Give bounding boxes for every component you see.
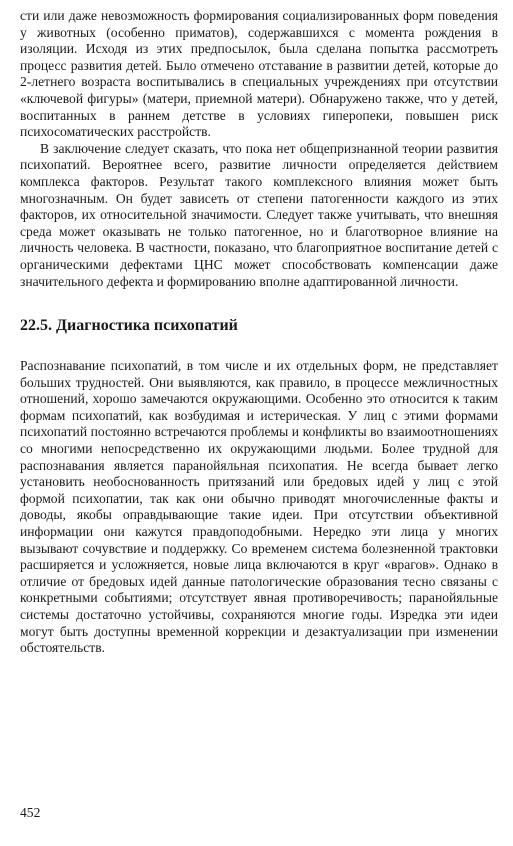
paragraph-conclusion: В заключение следует сказать, что пока нет общепризнанной теории развития психопатий. Вероятнее всего, развитие личности определяется действием комплекса факторов. Результат такого комплексного влияния может быть многозначным. Он будет зависеть от степени патогенности каждого из этих факторов, их относительной значимости. Следует также учитывать, что внешняя среда может оказывать не только патогенное, но и благотворное влияние на личность человека. В частности, показано, что благоприятное воспитание детей с органическими дефектами ЦНС может способствовать компенсации даже значительного дефекта и формированию вполне адаптированной личности. (20, 140, 498, 289)
section-heading: 22.5. Диагностика психопатий (20, 317, 238, 335)
paragraph-continuation: сти или даже невозможность формирования социализированных форм поведения у животных (особенно приматов), содержавшихся с момента рождения в изоляции. Исходя из этих предпосылок, была сделана попытка рассмотреть процесс развития детей. Было отмечено отставание в развитии детей, которые до 2-летнего возраста воспитывались в специальных учреждениях при отсутствии «ключевой фигуры» (матери, приемной матери). Обнаружено также, что у детей, воспитанных в раннем детстве в условиях гиперопеки, повышен риск психосоматических расстройств. (20, 8, 498, 140)
page-body (20, 8, 498, 657)
paragraph-diagnostics: Распознавание психопатий, в том числе и их отдельных форм, не представляет больших трудностей. Они выявляются, как правило, в процессе межличностных отношений, хорошо замечаются окружающими. Особенно это относится к таким формам психопатий, как возбудимая и истерическая. У лиц с этими формами психопатий постоянно встречаются проблемы и конфликты во взаимоотношениях со многими непосредственно их окружающими людьми. Более трудной для распознавания является паранойяльная психопатия. Не всегда бывает легко установить необоснованность притязаний или бредовых идей у лиц с этой формой психопатии, так как они обычно приводят многочисленные факты и доводы, якобы оправдывающие такие идеи. При отсутствии объективной информации они кажутся правдоподобными. Нередко эти лица у многих вызывают сочувствие и поддержку. Со временем система болезненной трактовки расширяется и усложняется, новые лица включаются в круг «врагов». Однако в отличие от бредовых идей данные патологические образования тесно связаны с конкретными событиями; отсутствует явная противоречивость; паранойяльные системы достаточно устойчивы, сохраняются многие годы. Изредка эти идеи могут быть доступны временной коррекции и дезактуализации при изменении обстоятельств. (20, 358, 498, 656)
page-number: 452 (20, 805, 41, 820)
